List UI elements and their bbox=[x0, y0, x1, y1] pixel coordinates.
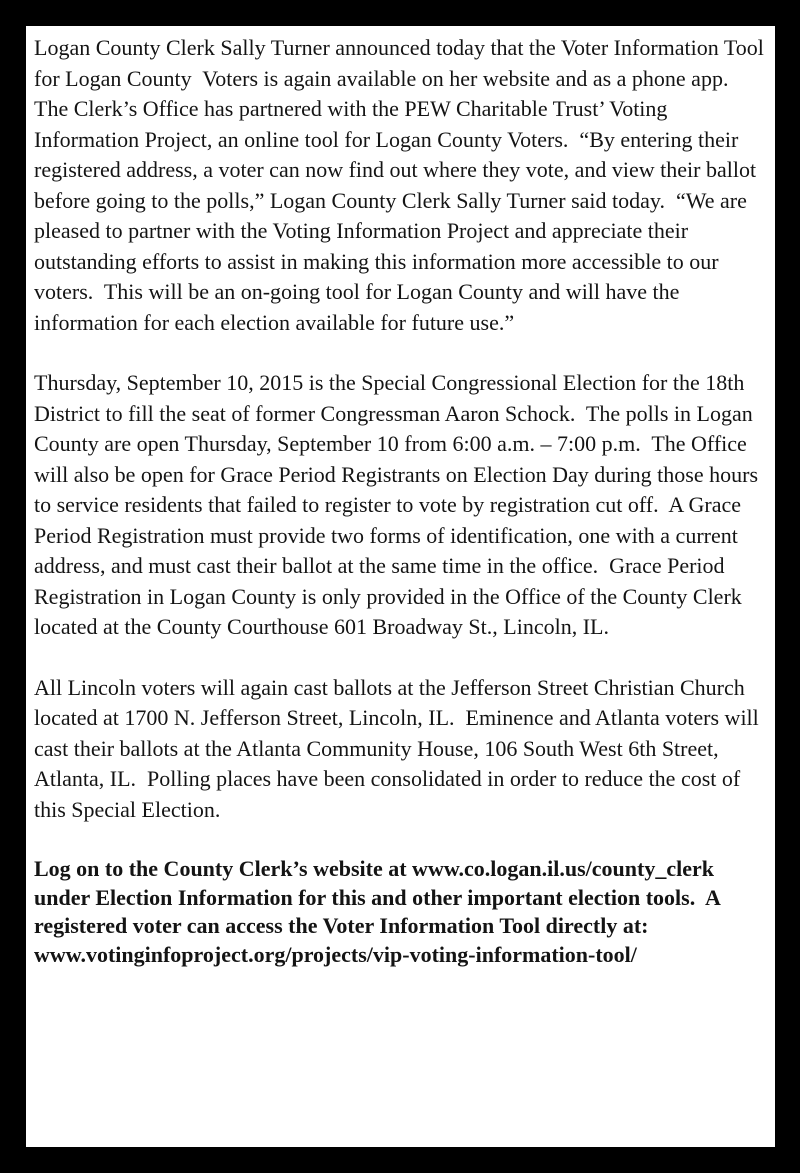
paragraph-website-links: Log on to the County Clerk’s website at www.co.logan.il.us/county_clerk under Election Information for this and other important election tools. A registered voter can access the Voter Information Tool directly at: www.votinginfoproject.org/projects/vip-voting-information-tool/ bbox=[34, 856, 726, 967]
paragraph-special-election-info: Thursday, September 10, 2015 is the Special Congressional Election for the 18th District to fill the seat of former Congressman Aaron Schock. The polls in Logan County are open Thursday, September 10 from 6:00 a.m. – 7:00 p.m. The Office will also be open for Grace Period Registrants on Election Day during those hours to service residents that failed to register to vote by registration cut off. A Grace Period Registration must provide two forms of identification, one with a current address, and must cast their ballot at the same time in the office. Grace Period Registration in Logan County is only provided in the Office of the County Clerk located at the County Courthouse 601 Broadway St., Lincoln, IL. bbox=[34, 370, 764, 639]
paragraph-announcement: Logan County Clerk Sally Turner announced today that the Voter Information Tool for Logan County Voters is again available on her website and as a phone app. The Clerk’s Office has partnered with the PEW Charitable Trust’ Voting Information Project, an online tool for Logan County Voters. “By entering their registered address, a voter can now find out where they vote, and view their ballot before going to the polls,” Logan County Clerk Sally Turner said today. “We are pleased to partner with the Voting Information Project and appreciate their outstanding efforts to assist in making this information more accessible to our voters. This will be an on-going tool for Logan County and will have the information for each election available for future use.” bbox=[34, 35, 770, 335]
paragraph-polling-places: All Lincoln voters will again cast ballots at the Jefferson Street Christian Church located at 1700 N. Jefferson Street, Lincoln, IL. Eminence and Atlanta voters will cast their ballots at the Atlanta Community House, 106 South West 6th Street, Atlanta, IL. Polling places have been consolidated in order to reduce the cost of this Special Election. bbox=[34, 674, 765, 822]
document-page bbox=[26, 26, 775, 1147]
